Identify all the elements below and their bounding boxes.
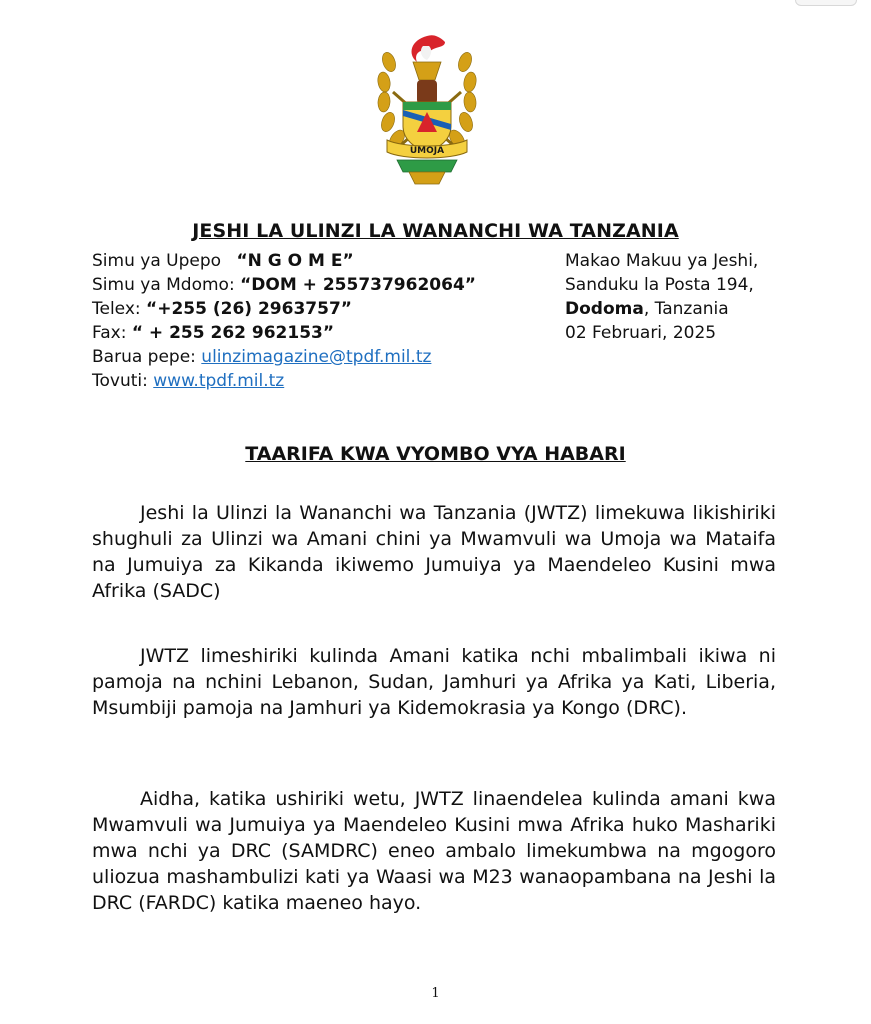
- organization-title: JESHI LA ULINZI LA WANANCHI WA TANZANIA: [192, 220, 679, 242]
- paragraph-1: Jeshi la Ulinzi la Wananchi wa Tanzania (JWTZ) limekuwa likishiriki shughuli za Ulinzi wa Amani chini ya Mwamvuli wa Umoja wa Mataifa na Jumuiya za Kikanda ikiwemo Jumuiya ya Maendeleo Kusini mwa Afrika (SADC): [92, 502, 776, 602]
- tpdf-emblem-icon: [373, 32, 481, 192]
- email-link[interactable]: ulinzimagazine@tpdf.mil.tz: [201, 347, 432, 367]
- page-number: 1: [431, 986, 440, 1001]
- address-city-line: [565, 297, 758, 321]
- fax-value: “ + 255 262 962153”: [131, 323, 335, 343]
- address-line-2: Sanduku la Posta 194,: [565, 275, 754, 295]
- address-country: , Tanzania: [643, 299, 729, 319]
- website-label: Tovuti:: [92, 371, 154, 391]
- website-link[interactable]: www.tpdf.mil.tz: [153, 371, 285, 391]
- telex-value: “+255 (26) 2963757”: [146, 299, 352, 319]
- fax-line: [92, 321, 476, 345]
- telegraph-label: Simu ya Upepo: [92, 251, 227, 271]
- phone-line: [92, 273, 476, 297]
- fax-label: Fax:: [92, 323, 132, 343]
- emblem-motto: UMOJA: [409, 146, 445, 156]
- telegraph-line: [92, 249, 476, 273]
- website-line: [92, 369, 476, 393]
- email-line: [92, 345, 476, 369]
- document-date: 02 Februari, 2025: [565, 323, 717, 343]
- contact-block-left: [92, 249, 476, 393]
- address-city: Dodoma: [565, 299, 644, 319]
- telex-label: Telex:: [92, 299, 147, 319]
- window-corner-tab: [795, 0, 857, 6]
- phone-label: Simu ya Mdomo:: [92, 275, 241, 295]
- press-release-title: TAARIFA KWA VYOMBO VYA HABARI: [245, 443, 626, 465]
- contact-block-right: [565, 249, 758, 345]
- telegraph-value: “N G O M E”: [236, 251, 354, 271]
- email-label: Barua pepe:: [92, 347, 202, 367]
- phone-value: “DOM + 255737962064”: [240, 275, 476, 295]
- address-line-1: Makao Makuu ya Jeshi,: [565, 251, 759, 271]
- paragraph-3: Aidha, katika ushiriki wetu, JWTZ linaendelea kulinda amani kwa Mwamvuli wa Jumuiya ya Maendeleo Kusini mwa Afrika huko Mashariki mwa nchi ya DRC (SAMDRC) eneo ambalo limekumbwa na mgogoro uliozua mashambulizi kati ya Waasi wa M23 wanaopambana na Jeshi la DRC (FARDC) katika maeneo hayo.: [92, 788, 776, 914]
- telex-line: [92, 297, 476, 321]
- paragraph-2: JWTZ limeshiriki kulinda Amani katika nchi mbalimbali ikiwa ni pamoja na nchini Lebanon, Sudan, Jamhuri ya Afrika ya Kati, Liberia, Msumbiji pamoja na Jamhuri ya Kidemokrasia ya Kongo (DRC).: [92, 645, 776, 719]
